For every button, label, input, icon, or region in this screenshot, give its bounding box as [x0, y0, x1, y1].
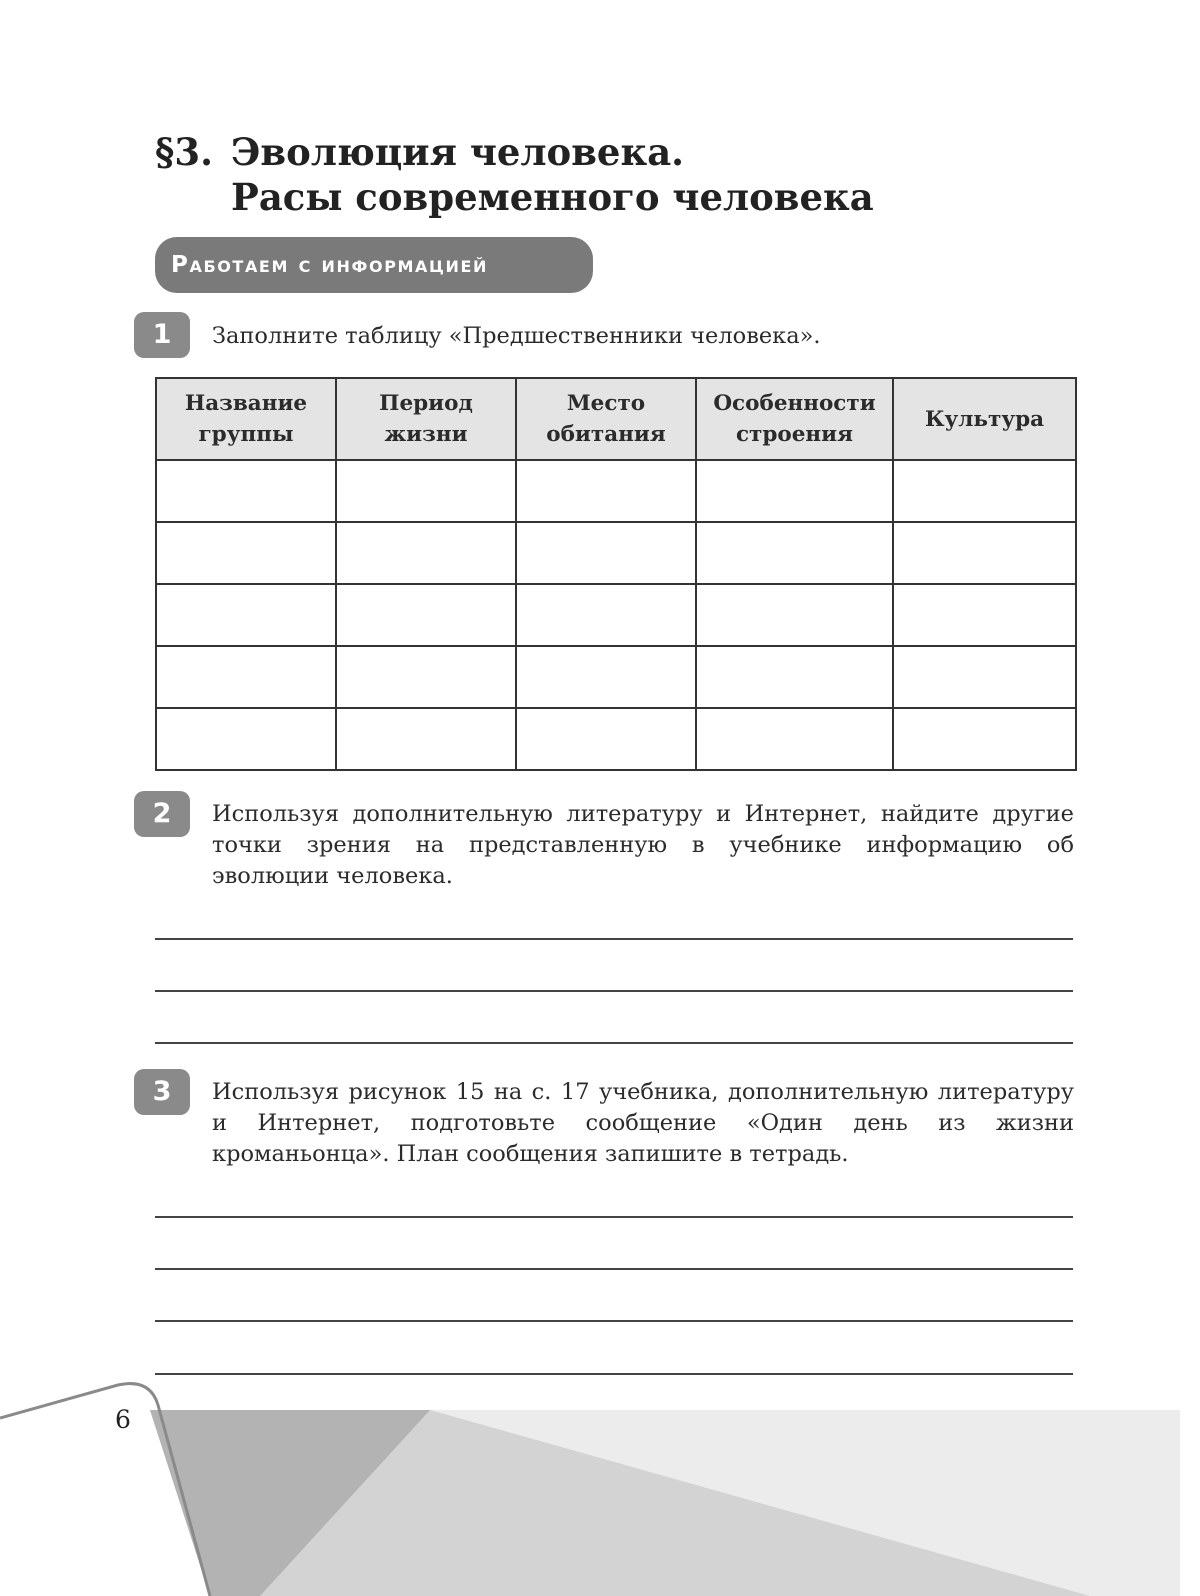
answer-line[interactable]: [155, 1373, 1073, 1375]
answer-line[interactable]: [155, 990, 1073, 992]
table-cell[interactable]: [696, 646, 893, 708]
title-line-2: Расы современного человека: [231, 175, 874, 219]
header-structure: Особенности строения: [696, 378, 893, 460]
task-number-3: 3: [134, 1069, 190, 1115]
header-habitat: Место обитания: [516, 378, 696, 460]
table-cell[interactable]: [336, 522, 516, 584]
table-row: [156, 522, 1076, 584]
table-cell[interactable]: [893, 708, 1076, 770]
table-cell[interactable]: [696, 460, 893, 522]
table-cell[interactable]: [893, 646, 1076, 708]
footer-light-band: [150, 1410, 1180, 1596]
table-cell[interactable]: [336, 460, 516, 522]
paragraph-number: §3.: [155, 130, 213, 174]
table-row: [156, 646, 1076, 708]
table-cell[interactable]: [336, 708, 516, 770]
table-cell[interactable]: [336, 584, 516, 646]
task-number-2: 2: [134, 791, 190, 837]
table-cell[interactable]: [516, 646, 696, 708]
ancestors-table: [155, 377, 1077, 771]
page-number: 6: [115, 1405, 131, 1434]
table-cell[interactable]: [156, 584, 336, 646]
table-header-row: [156, 378, 1076, 460]
table-row: [156, 708, 1076, 770]
answer-line[interactable]: [155, 1042, 1073, 1044]
table-cell[interactable]: [156, 460, 336, 522]
table-cell[interactable]: [696, 522, 893, 584]
table-cell[interactable]: [156, 646, 336, 708]
section-badge: Работаем с информацией: [155, 237, 593, 293]
table-cell[interactable]: [696, 584, 893, 646]
table-cell[interactable]: [516, 522, 696, 584]
answer-line[interactable]: [155, 1268, 1073, 1270]
page-title: [155, 130, 874, 220]
table-cell[interactable]: [696, 708, 893, 770]
footer-dark-band: [150, 1410, 430, 1596]
table-cell[interactable]: [156, 708, 336, 770]
title-line-1: Эволюция человека.: [231, 130, 685, 174]
answer-line[interactable]: [155, 1320, 1073, 1322]
task-text-3: Используя рисунок 15 на с. 17 учебника, дополнительную литературу и Интернет, подготовьте сообщение «Один день из жизни кроманьонца». План сообщения запишите в тетрадь.: [212, 1079, 1074, 1167]
footer-mid-band: [150, 1410, 1090, 1596]
header-group-name: Название группы: [156, 378, 336, 460]
table-row: [156, 460, 1076, 522]
task-text-1: Заполните таблицу «Предшественники человека».: [212, 323, 821, 349]
table-cell[interactable]: [893, 584, 1076, 646]
header-life-period: Период жизни: [336, 378, 516, 460]
task-text-2: Используя дополнительную литературу и Интернет, найдите другие точки зрения на представленную в учебнике информацию об эволюции человека.: [212, 801, 1074, 889]
page-corner-tab: [0, 1384, 210, 1596]
table-cell[interactable]: [156, 522, 336, 584]
table-cell[interactable]: [516, 460, 696, 522]
header-culture: Культура: [893, 378, 1076, 460]
table-cell[interactable]: [516, 584, 696, 646]
answer-line[interactable]: [155, 938, 1073, 940]
answer-line[interactable]: [155, 1216, 1073, 1218]
table-cell[interactable]: [893, 522, 1076, 584]
task-number-1: 1: [134, 312, 190, 358]
table-cell[interactable]: [336, 646, 516, 708]
table-cell[interactable]: [516, 708, 696, 770]
table-row: [156, 584, 1076, 646]
table-cell[interactable]: [893, 460, 1076, 522]
